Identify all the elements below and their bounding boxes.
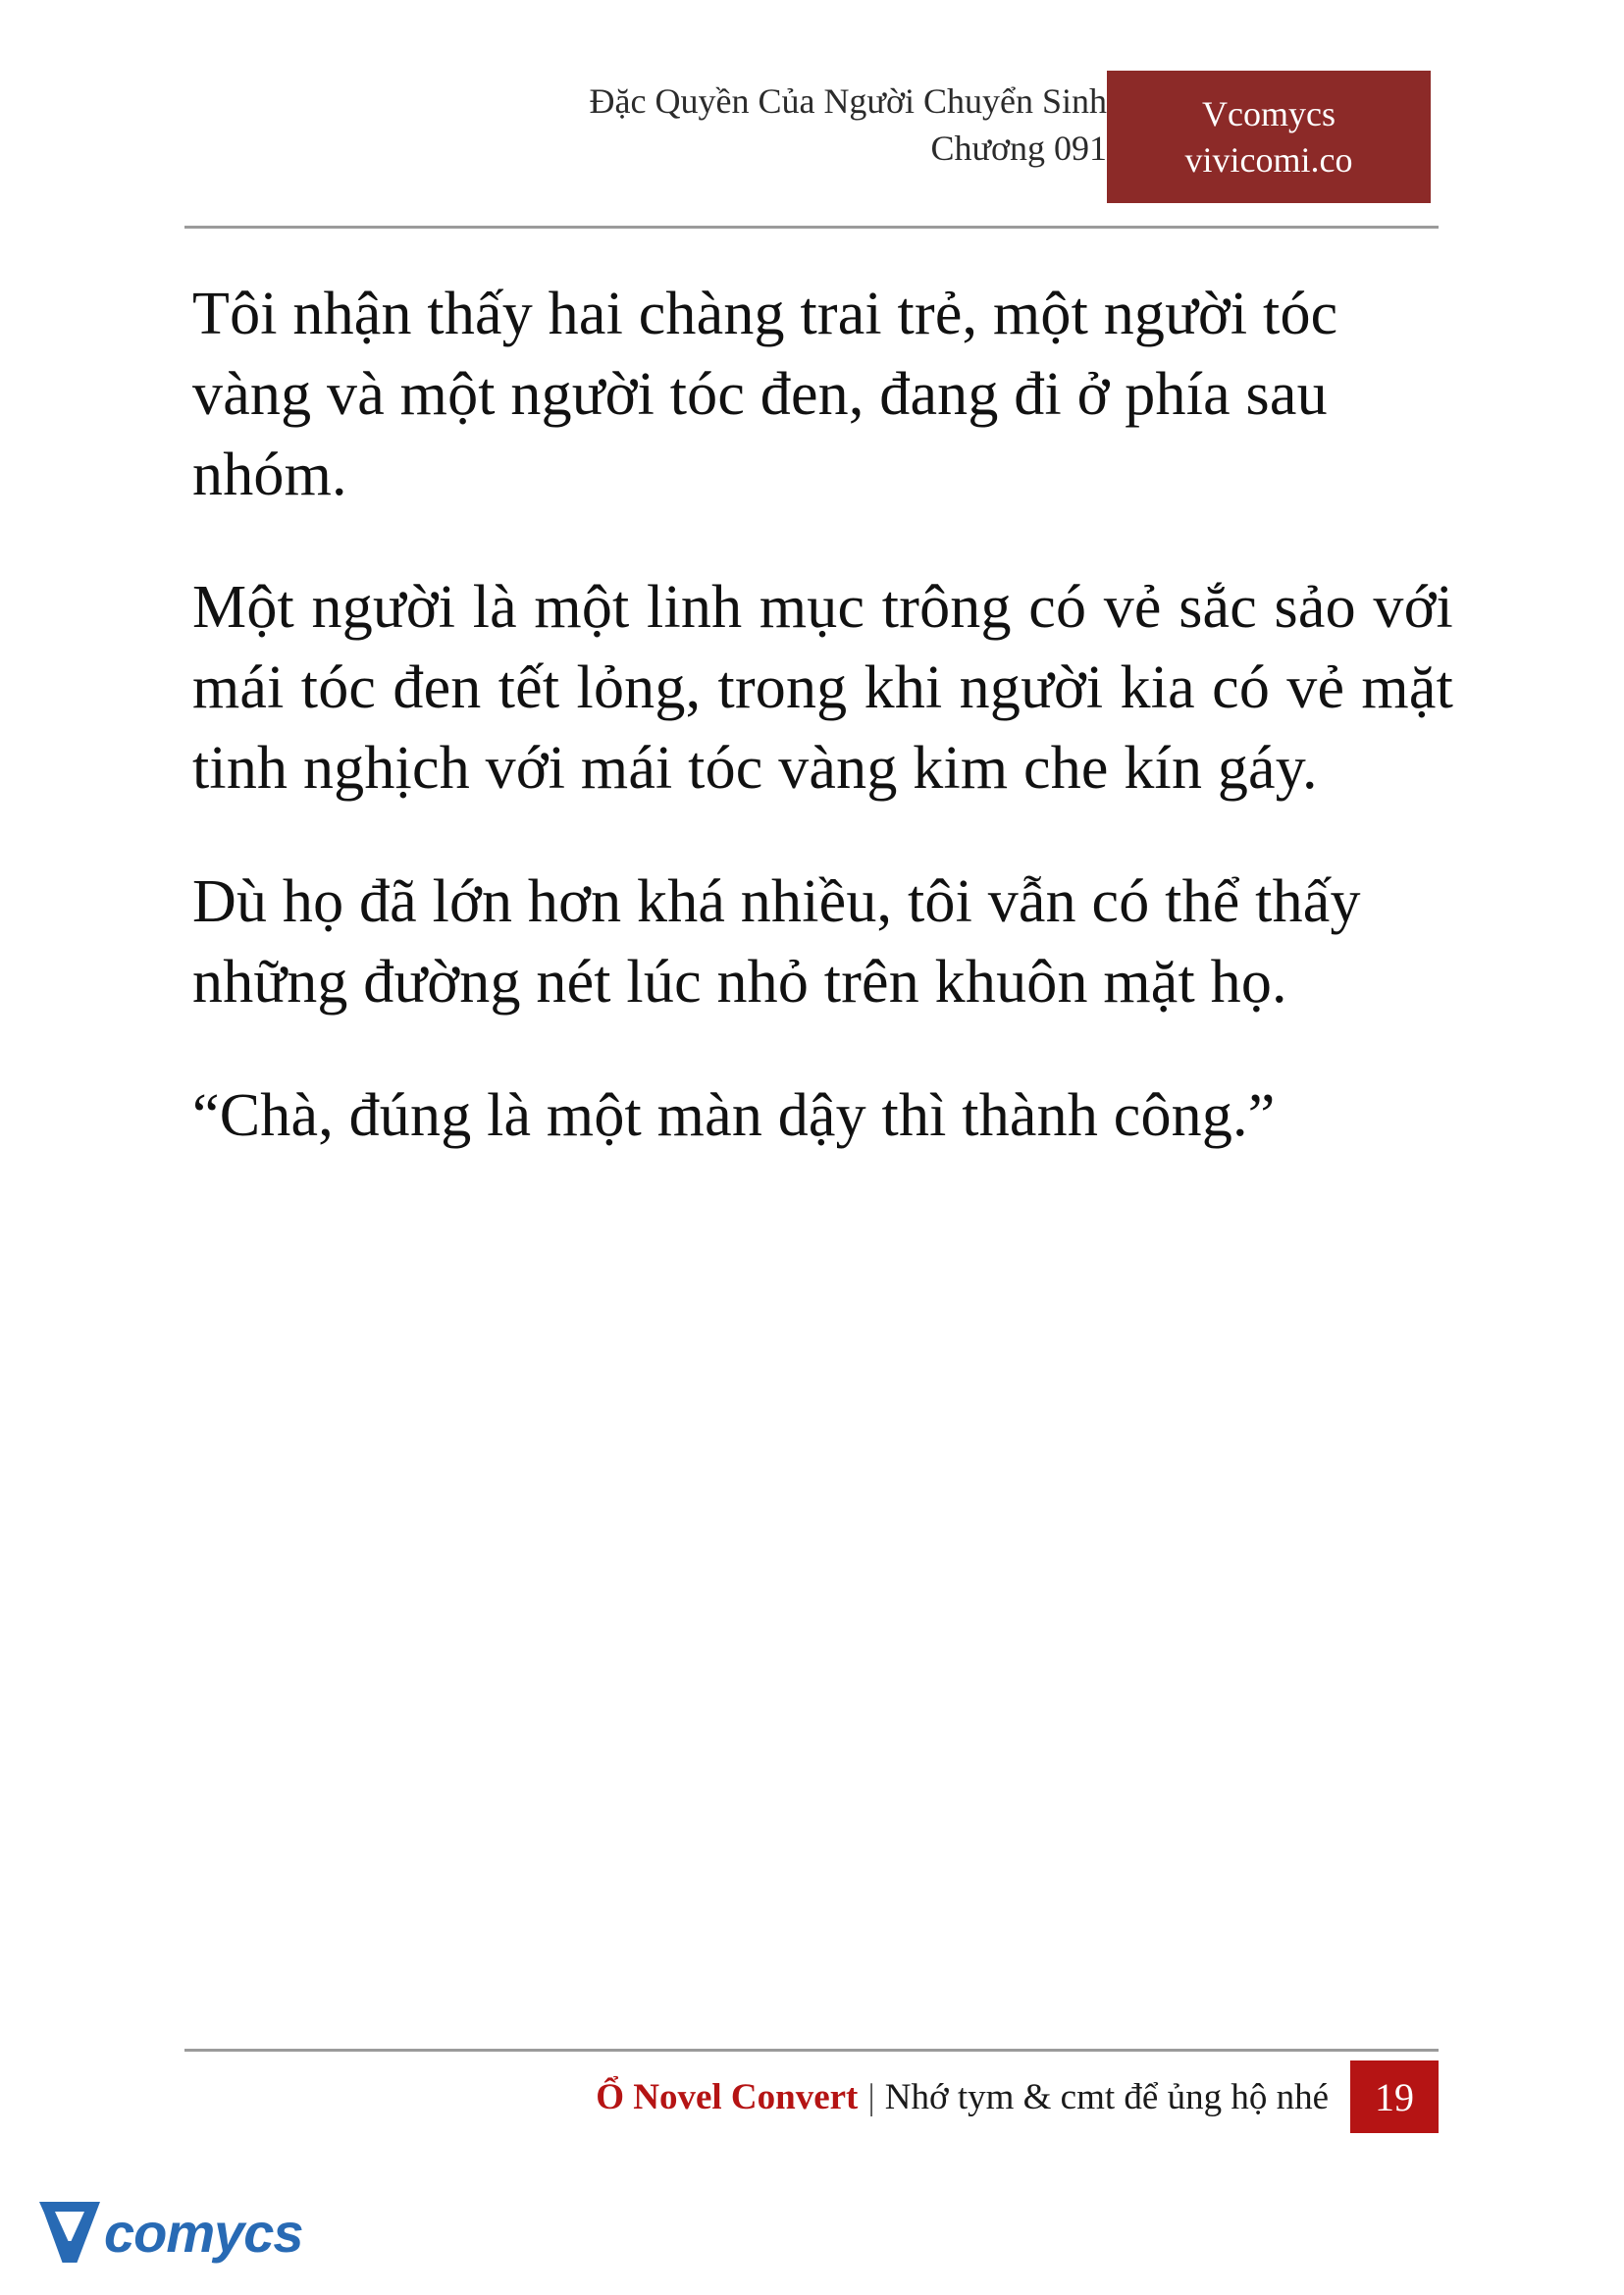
footer-inner bbox=[596, 2060, 1439, 2133]
footer-credit bbox=[596, 2060, 1350, 2133]
footer-note: Nhớ tym & cmt để ủng hộ nhé bbox=[884, 2076, 1329, 2117]
header-divider bbox=[184, 226, 1439, 229]
site-name: Vcomycs bbox=[1202, 93, 1336, 133]
paragraph: Tôi nhận thấy hai chàng trai trẻ, một người tóc vàng và một người tóc đen, đang đi ở phía sau nhóm. bbox=[192, 281, 1338, 508]
page-footer bbox=[184, 2060, 1439, 2139]
watermark-text: comycs bbox=[104, 2201, 303, 2264]
page-header bbox=[184, 78, 1431, 231]
paragraph: Một người là một linh mục trông có vẻ sắc sảo với mái tóc đen tết lỏng, trong khi người kia có vẻ mặt tinh nghịch với mái tóc vàng kim che kín gáy. bbox=[192, 574, 1453, 803]
footer-brand: Ổ Novel Convert bbox=[596, 2076, 859, 2117]
vcomycs-watermark bbox=[39, 2188, 303, 2276]
paragraph: “Chà, đúng là một màn dậy thì thành công.” bbox=[192, 1081, 1276, 1149]
footer-separator: | bbox=[867, 2076, 875, 2117]
paragraph: Dù họ đã lớn hơn khá nhiều, tôi vẫn có thể thấy những đường nét lúc nhỏ trên khuôn mặt họ. bbox=[192, 867, 1361, 1016]
footer-divider bbox=[184, 2049, 1439, 2052]
book-title: Đặc Quyền Của Người Chuyển Sinh bbox=[589, 81, 1107, 121]
site-url: vivicomi.co bbox=[1184, 139, 1353, 180]
chapter-body bbox=[192, 275, 1453, 1209]
v-logo-icon bbox=[39, 2202, 100, 2263]
site-badge bbox=[1107, 71, 1431, 203]
header-title-block bbox=[590, 78, 1107, 172]
chapter-label: Chương 091 bbox=[930, 128, 1107, 168]
page-number-badge: 19 bbox=[1350, 2060, 1439, 2133]
